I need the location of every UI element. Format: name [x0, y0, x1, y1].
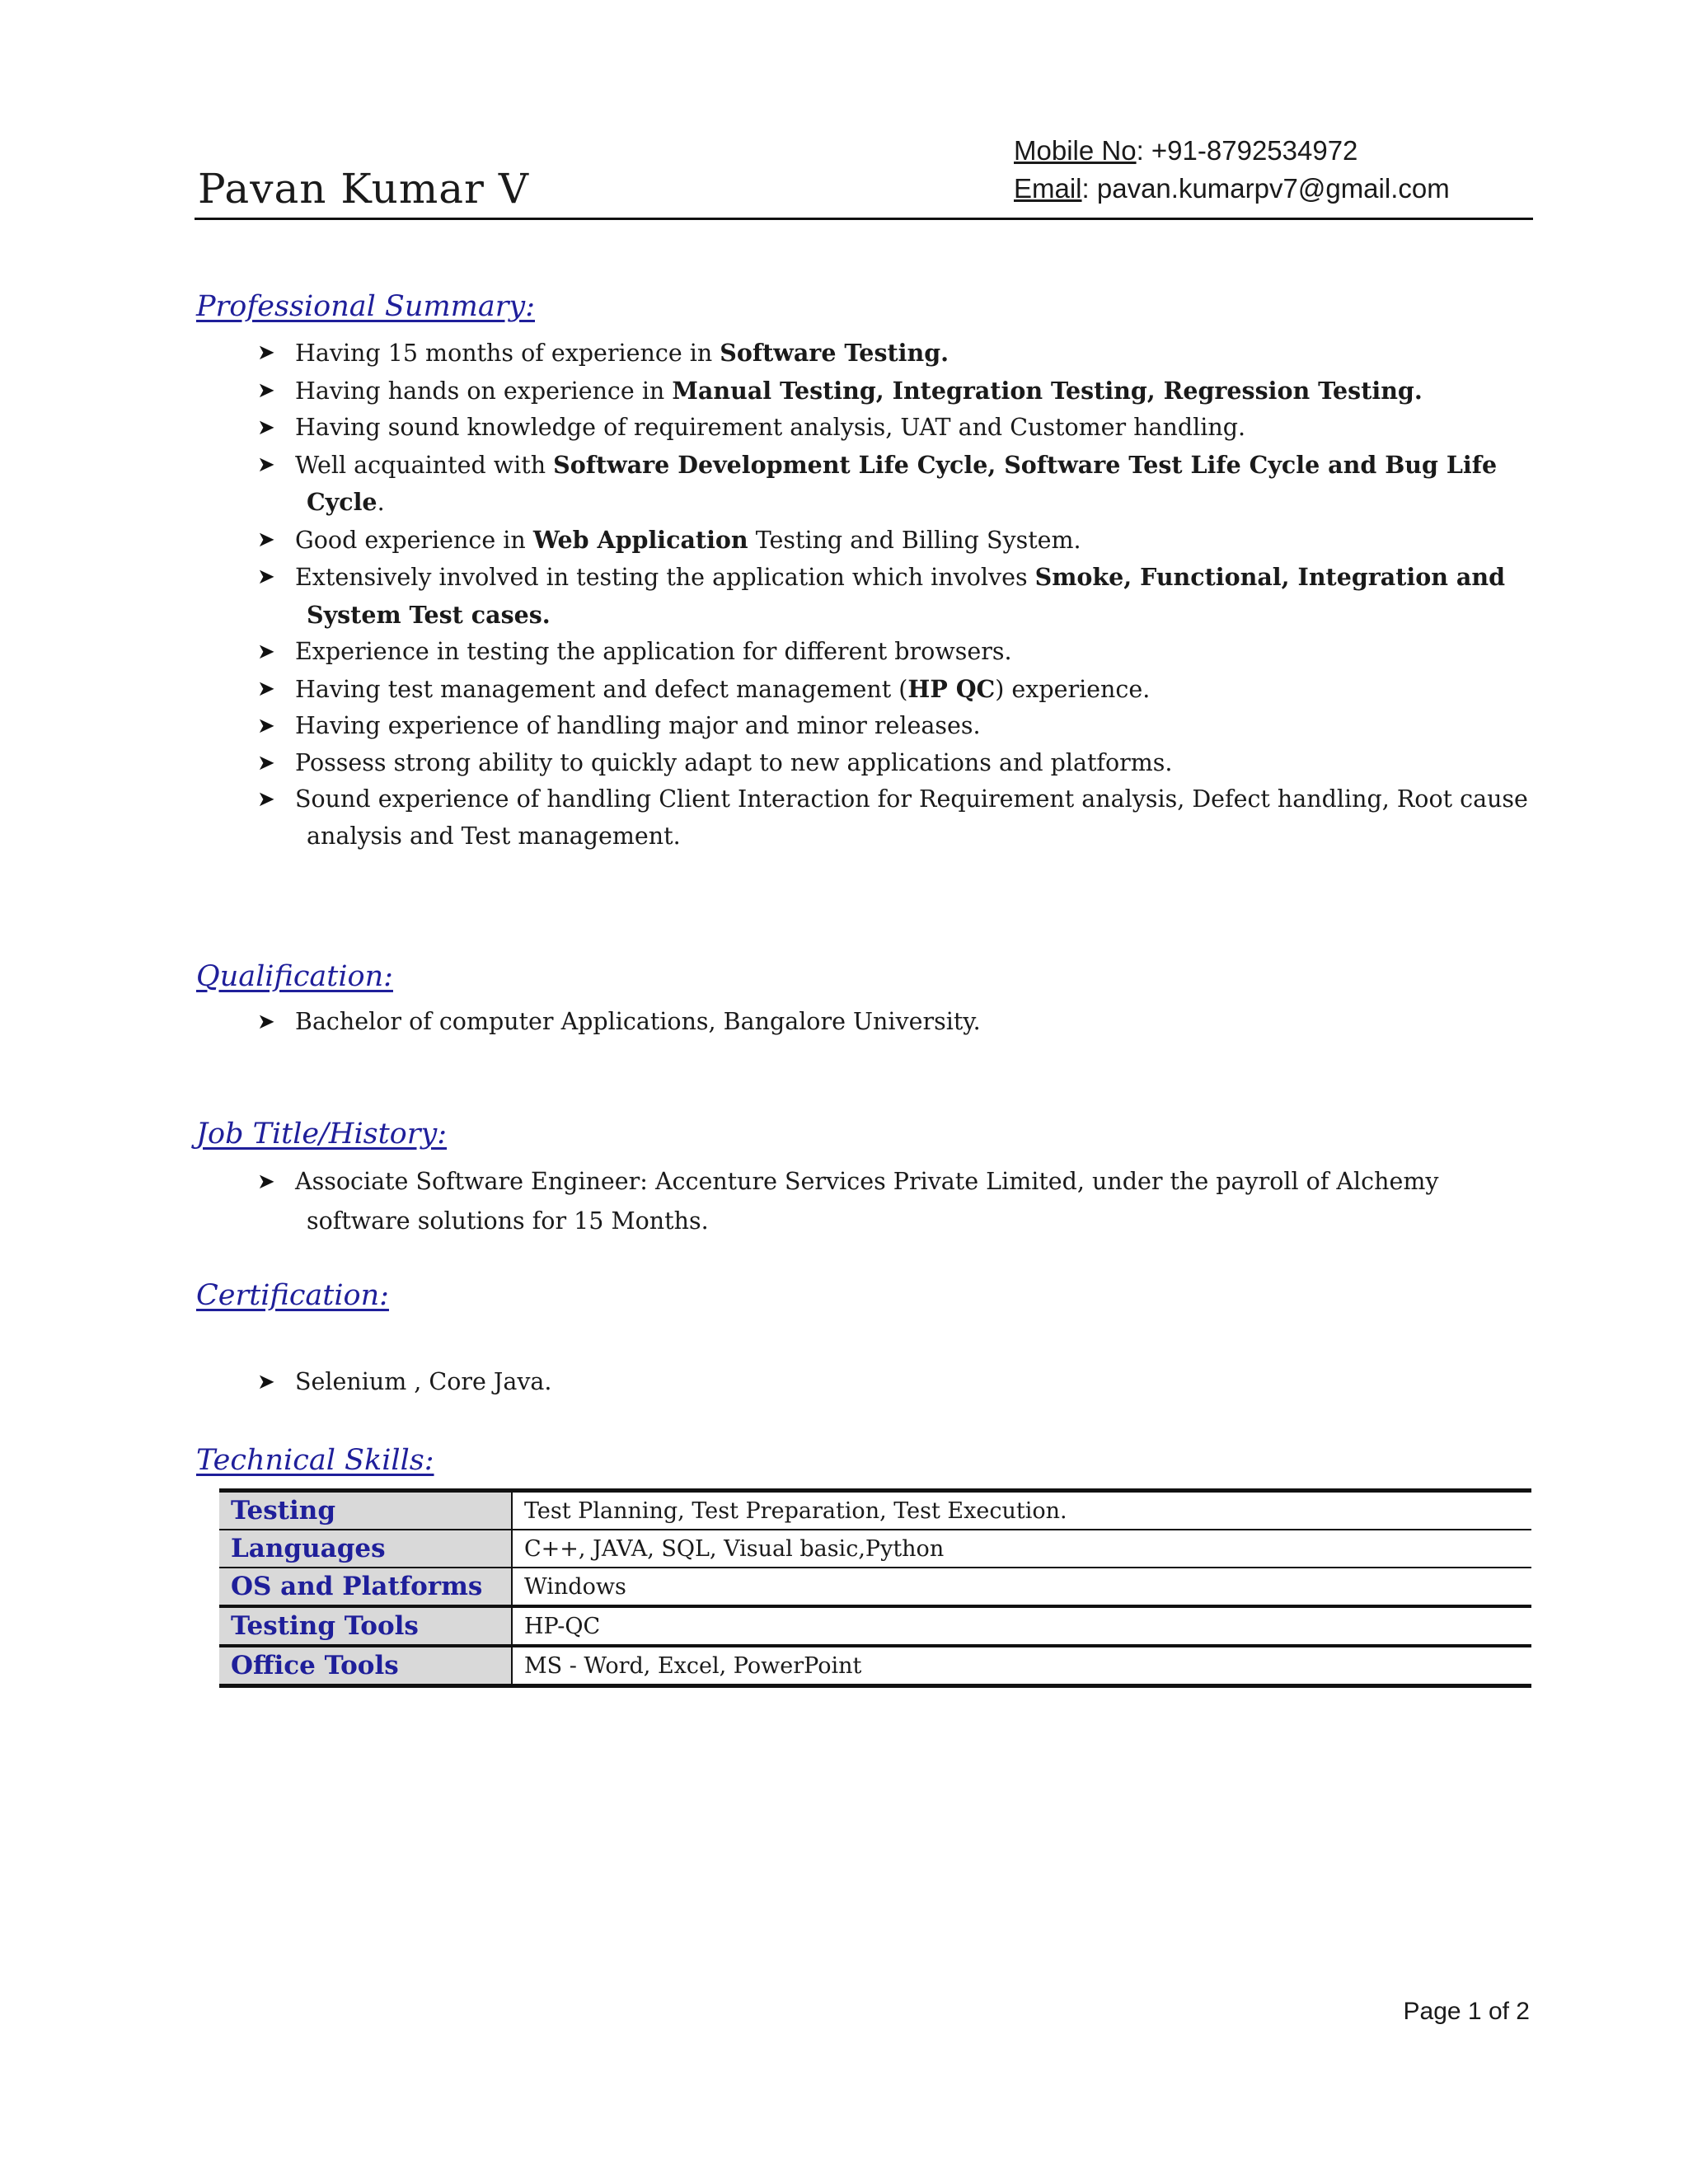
list-item: ➤ Well acquainted with Software Development Life Cycle, Software Test Life Cycle and Bug Life Cycle. — [257, 447, 1535, 522]
skill-category: Testing Tools — [219, 1606, 512, 1646]
candidate-name: Pavan Kumar V — [198, 165, 529, 213]
arrowhead-bullet-icon: ➤ — [257, 676, 275, 701]
skill-category: Office Tools — [219, 1646, 512, 1686]
list-item: ➤ Bachelor of computer Applications, Bangalore University. — [257, 1004, 1535, 1041]
email-line — [1014, 170, 1450, 208]
technical-skills-table — [219, 1488, 1531, 1688]
skill-category: Languages — [219, 1530, 512, 1568]
list-item: ➤ Having hands on experience in Manual Testing, Integration Testing, Regression Testing. — [257, 373, 1535, 410]
certification-list — [257, 1364, 1535, 1401]
skill-category: Testing — [219, 1491, 512, 1530]
arrowhead-bullet-icon: ➤ — [257, 1169, 275, 1194]
skill-value: C++, JAVA, SQL, Visual basic,Python — [512, 1530, 1531, 1568]
professional-summary-list — [257, 335, 1535, 855]
arrowhead-bullet-icon: ➤ — [257, 565, 275, 589]
job-history-list — [257, 1162, 1535, 1241]
qualification-list — [257, 1004, 1535, 1041]
list-item: ➤ Associate Software Engineer: Accenture Services Private Limited, under the payroll of Alchemy software solutions for 15 Months. — [257, 1162, 1535, 1241]
list-item: ➤ Having 15 months of experience in Software Testing. — [257, 335, 1535, 373]
mobile-value: : +91-8792534972 — [1136, 135, 1358, 166]
arrowhead-bullet-icon: ➤ — [257, 527, 275, 552]
list-item: ➤ Experience in testing the application for different browsers. — [257, 634, 1535, 671]
list-item: ➤ Having sound knowledge of requirement analysis, UAT and Customer handling. — [257, 410, 1535, 447]
list-item: ➤ Having experience of handling major and minor releases. — [257, 708, 1535, 745]
arrowhead-bullet-icon: ➤ — [257, 1010, 275, 1034]
email-label: Email — [1014, 173, 1082, 204]
qualification-heading: Qualification: — [196, 960, 393, 993]
arrowhead-bullet-icon: ➤ — [257, 340, 275, 365]
table-row — [219, 1530, 1531, 1568]
arrowhead-bullet-icon: ➤ — [257, 714, 275, 738]
table-row — [219, 1491, 1531, 1530]
mobile-line — [1014, 132, 1450, 170]
skill-value: MS - Word, Excel, PowerPoint — [512, 1646, 1531, 1686]
email-value: : pavan.kumarpv7@gmail.com — [1081, 173, 1450, 204]
mobile-label: Mobile No — [1014, 135, 1137, 166]
contact-block — [1014, 132, 1450, 208]
skill-category: OS and Platforms — [219, 1568, 512, 1606]
arrowhead-bullet-icon: ➤ — [257, 1370, 275, 1394]
arrowhead-bullet-icon: ➤ — [257, 415, 275, 440]
table-row — [219, 1646, 1531, 1686]
list-item: ➤ Sound experience of handling Client Interaction for Requirement analysis, Defect handling, Root cause analysis and Test management. — [257, 781, 1535, 855]
list-item: ➤ Selenium , Core Java. — [257, 1364, 1535, 1401]
skill-value: Test Planning, Test Preparation, Test Execution. — [512, 1491, 1531, 1530]
arrowhead-bullet-icon: ➤ — [257, 787, 275, 812]
arrowhead-bullet-icon: ➤ — [257, 640, 275, 664]
arrowhead-bullet-icon: ➤ — [257, 750, 275, 776]
skill-value: HP-QC — [512, 1606, 1531, 1646]
table-row — [219, 1568, 1531, 1606]
job-history-heading: Job Title/History: — [196, 1118, 448, 1151]
certification-heading: Certification: — [196, 1279, 389, 1312]
list-item: ➤ Possess strong ability to quickly adapt to new applications and platforms. — [257, 745, 1535, 782]
list-item: ➤ Good experience in Web Application Testing and Billing System. — [257, 522, 1535, 560]
professional-summary-heading: Professional Summary: — [196, 290, 535, 323]
skill-value: Windows — [512, 1568, 1531, 1606]
page-number: Page 1 of 2 — [1403, 1998, 1530, 2025]
resume-header — [195, 132, 1533, 220]
technical-skills-heading: Technical Skills: — [196, 1444, 434, 1477]
table-row — [219, 1606, 1531, 1646]
list-item: ➤ Having test management and defect management (HP QC) experience. — [257, 671, 1535, 709]
arrowhead-bullet-icon: ➤ — [257, 377, 275, 403]
arrowhead-bullet-icon: ➤ — [257, 452, 275, 477]
list-item: ➤ Extensively involved in testing the application which involves Smoke, Functional, Integration and System Test cases. — [257, 559, 1535, 634]
